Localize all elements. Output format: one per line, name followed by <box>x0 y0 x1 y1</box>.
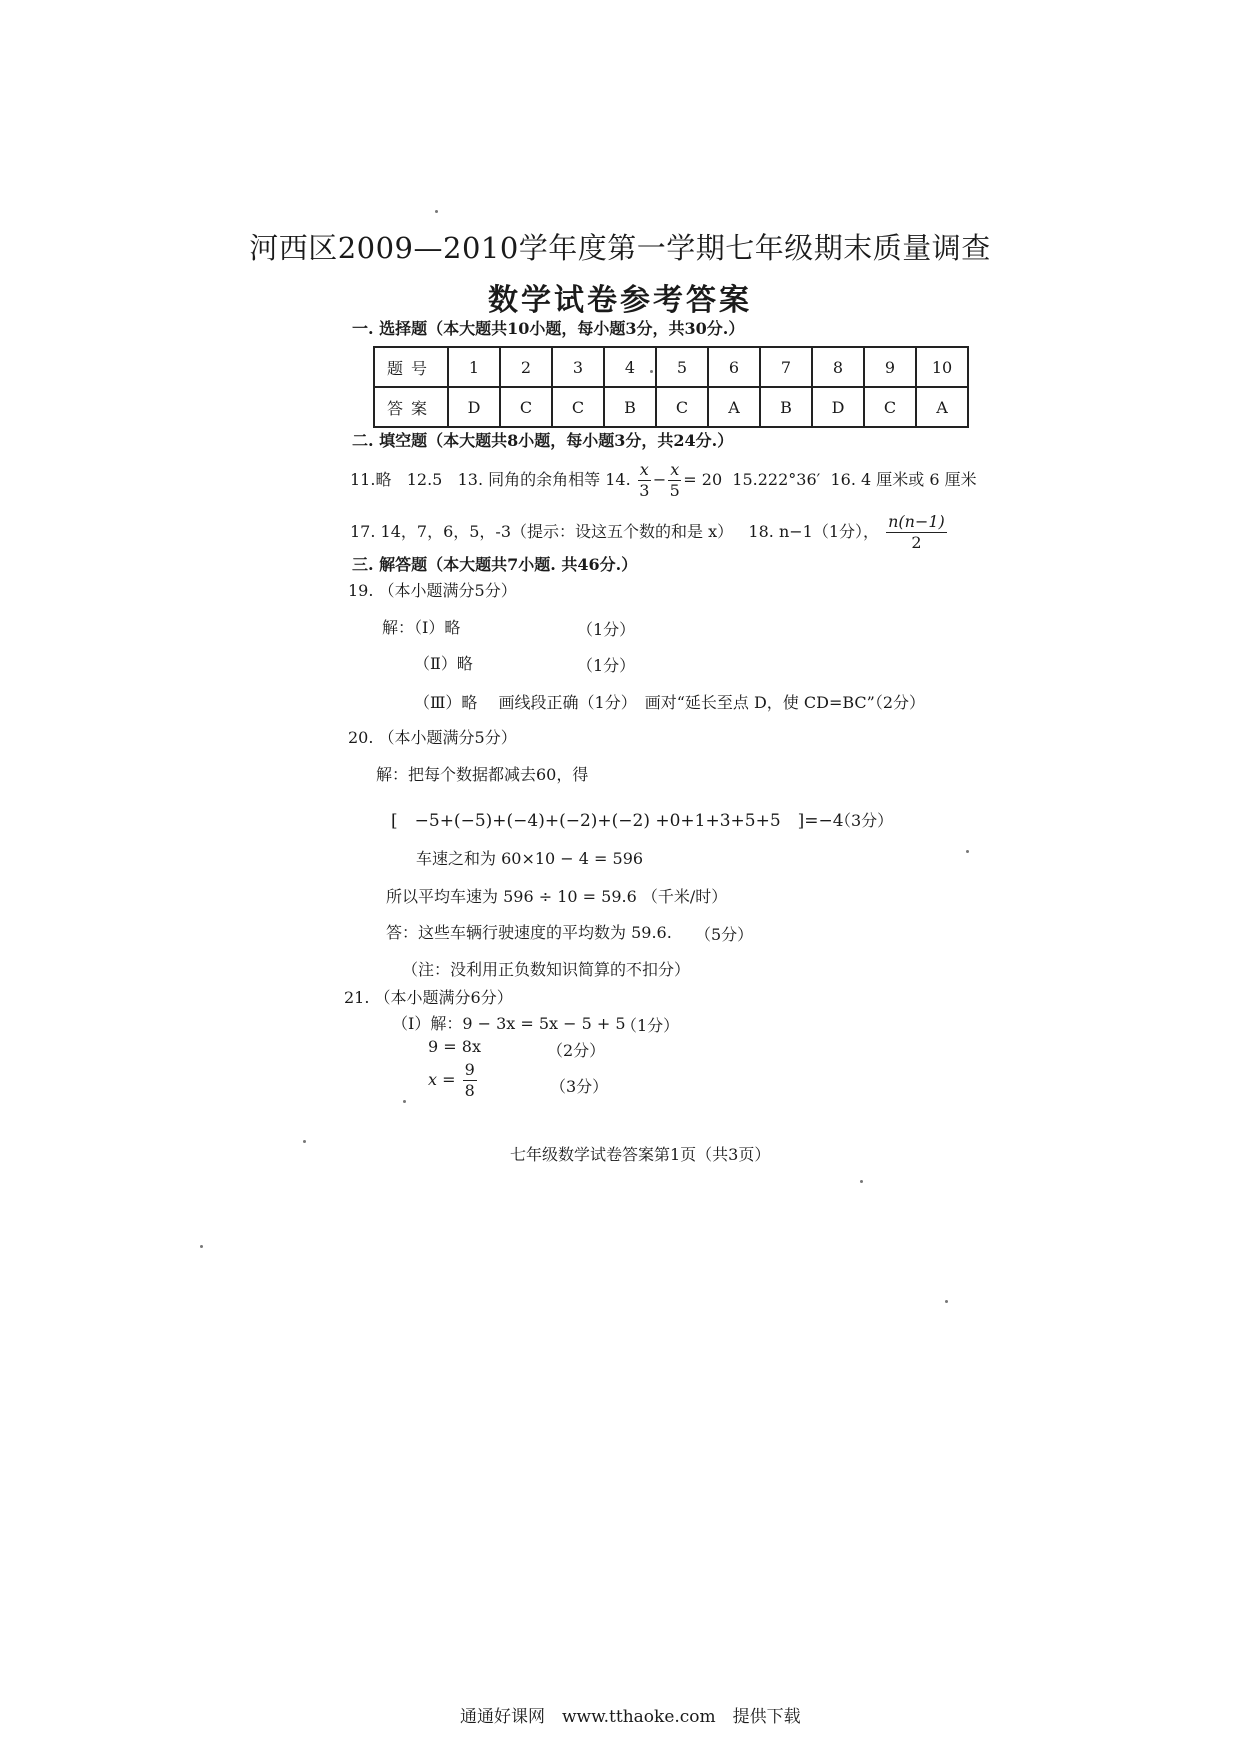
answer-14-label: 14. <box>605 470 631 489</box>
q20-line2-score: （3分） <box>835 811 894 830</box>
scan-speck <box>650 370 653 373</box>
table-cell: 5 <box>656 347 708 387</box>
section3-heading: 三. 解答题（本大题共7小题. 共46分.） <box>352 555 638 574</box>
table-cell: C <box>500 387 552 427</box>
q19-part2-score: （1分） <box>577 656 636 675</box>
table-row-questions <box>374 347 968 387</box>
table-cell: C <box>656 387 708 427</box>
scan-speck <box>966 850 969 853</box>
scan-speck <box>860 1180 863 1183</box>
q20-line2: [ −5+(−5)+(−4)+(−2)+(−2) +0+1+3+5+5 ]=−4 <box>391 811 844 831</box>
q19-part1: 解：（Ⅰ）略 <box>382 618 461 637</box>
table-cell: 7 <box>760 347 812 387</box>
table-cell: A <box>916 387 968 427</box>
section2-heading: 二. 填空题（本大题共8小题，每小题3分，共24分.） <box>352 431 734 450</box>
document-title: 河西区2009—2010学年度第一学期七年级期末质量调查 <box>249 231 991 265</box>
table-row-answers <box>374 387 968 427</box>
q19-part3: （Ⅲ）略 画线段正确（1分） 画对“延长至点 D，使 CD=BC”（2分） <box>414 693 926 712</box>
q21-step1-score: （1分） <box>621 1016 680 1035</box>
table-cell: 8 <box>812 347 864 387</box>
answer-17: 17. 14，7，6，5，-3（提示：设这五个数的和是 x） <box>350 522 734 541</box>
q19-part1-score: （1分） <box>577 620 636 639</box>
q20-line5: 答：这些车辆行驶速度的平均数为 59.6. <box>386 923 672 942</box>
scan-speck <box>200 1245 203 1248</box>
page-footer: 七年级数学试卷答案第1页（共3页） <box>510 1145 771 1164</box>
q20-heading: 20. （本小题满分5分） <box>348 728 517 747</box>
answer-12: 12.5 <box>406 470 443 489</box>
q21-step3-score: （3分） <box>550 1077 609 1096</box>
table-cell: 6 <box>708 347 760 387</box>
table-cell: B <box>760 387 812 427</box>
table-cell: A <box>708 387 760 427</box>
q20-line1: 解：把每个数据都减去60，得 <box>376 765 589 784</box>
table-cell: 1 <box>448 347 500 387</box>
fill-answers-line2 <box>350 512 949 553</box>
document-subtitle: 数学试卷参考答案 <box>488 283 752 318</box>
answer-18: 18. n−1（1分）， <box>748 522 880 541</box>
q19-heading: 19. （本小题满分5分） <box>348 581 517 600</box>
fraction: $\frac{x}{5}$ <box>669 460 680 500</box>
q21-step2: 9 = 8x <box>428 1037 481 1056</box>
section1-heading: 一. 选择题（本大题共10小题，每小题3分，共30分.） <box>352 319 745 338</box>
fill-answers-line1: 11.略 12.5 13. 同角的余角相等 14. $\frac{x}{3}$ − $\frac{x}{5}$ = 20 15.222°36′ 16. 4 厘米或 6 厘米 <box>350 460 977 500</box>
answer-table <box>373 346 969 428</box>
q19-part2: （Ⅱ）略 <box>414 654 473 673</box>
table-header-cell: 题号 <box>374 347 448 387</box>
q21-step2-score: （2分） <box>547 1041 606 1060</box>
q21-step1: （Ⅰ）解：9 − 3x = 5x − 5 + 5 <box>392 1014 626 1033</box>
q20-line3: 车速之和为 60×10 − 4 = 596 <box>416 849 644 868</box>
table-cell: C <box>552 387 604 427</box>
fraction: $\frac{x}{3}$ <box>639 460 650 500</box>
scan-speck <box>945 1300 948 1303</box>
table-cell: D <box>448 387 500 427</box>
site-footer: 通通好课网 www.tthaoke.com 提供下载 <box>460 1707 801 1727</box>
table-cell: 4 <box>604 347 656 387</box>
answer-16: 16. 4 厘米或 6 厘米 <box>830 470 977 489</box>
fraction: $\frac{n(n-1)}{2}$ <box>888 512 945 552</box>
table-cell: C <box>864 387 916 427</box>
q21-heading: 21. （本小题满分6分） <box>344 988 513 1007</box>
table-cell: 3 <box>552 347 604 387</box>
table-cell: B <box>604 387 656 427</box>
table-cell: D <box>812 387 864 427</box>
table-cell: 9 <box>864 347 916 387</box>
table-header-cell: 答案 <box>374 387 448 427</box>
scan-speck <box>303 1140 306 1143</box>
q20-line4: 所以平均车速为 596 ÷ 10 = 59.6 （千米/时） <box>386 887 728 906</box>
scan-speck <box>403 1100 406 1103</box>
table-cell: 2 <box>500 347 552 387</box>
fraction: $\frac{9}{8}$ <box>464 1060 475 1100</box>
q20-line5-score: （5分） <box>695 925 754 944</box>
q20-note: （注：没利用正负数知识简算的不扣分） <box>402 960 691 979</box>
scan-speck <box>435 210 438 213</box>
answer-11: 11.略 <box>350 470 392 489</box>
q21-step3: x = $\frac{9}{8}$ <box>428 1060 475 1100</box>
answer-13: 13. 同角的余角相等 <box>457 470 601 489</box>
table-cell: 10 <box>916 347 968 387</box>
answer-15: 15.222°36′ <box>732 470 821 489</box>
